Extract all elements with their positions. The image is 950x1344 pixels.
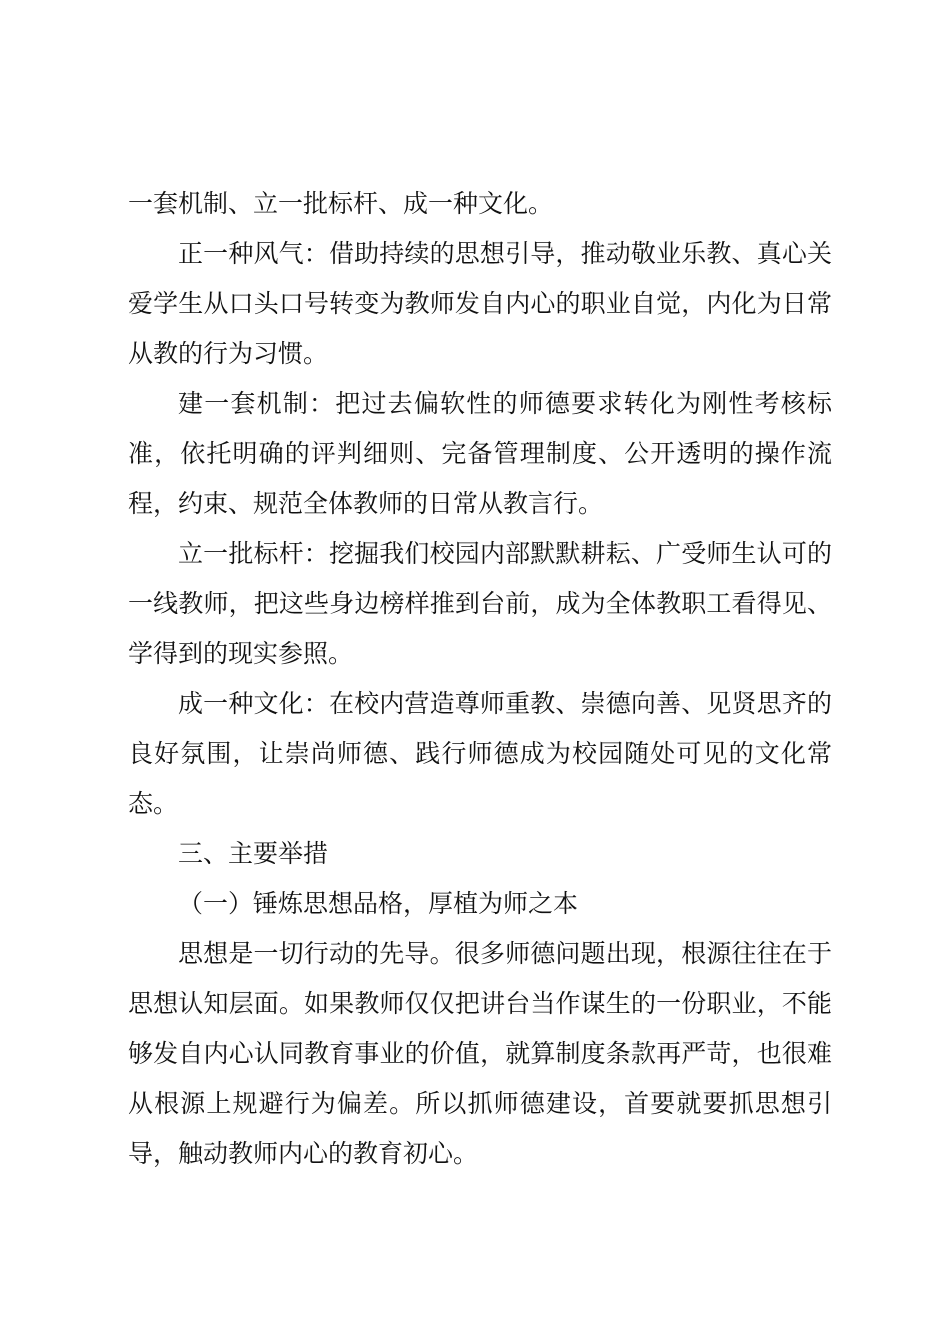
document-body [128, 179, 832, 1179]
subsection-heading-ideology: （一）锤炼思想品格，厚植为师之本 [178, 889, 579, 918]
paragraph-set-benchmarks: 立一批标杆：挖掘我们校园内部默默耕耘、广受师生认可的一线教师，把这些身边榜样推到台前，成为全体教职工看得见、学得到的现实参照。 [128, 539, 832, 668]
paragraph-ideology-guidance: 思想是一切行动的先导。很多师德问题出现，根源往往在于思想认知层面。如果教师仅仅把讲台当作谋生的一份职业，不能够发自内心认同教育事业的价值，就算制度条款再严苛，也很难从根源上规避行为偏差。所以抓师德建设，首要就要抓思想引导，触动教师内心的教育初心。 [128, 939, 832, 1168]
paragraph-continuation: 一套机制、立一批标杆、成一种文化。 [128, 189, 554, 218]
section-heading-main-measures: 三、主要举措 [178, 839, 329, 868]
paragraph-rectify-atmosphere: 正一种风气：借助持续的思想引导，推动敬业乐教、真心关爱学生从口头口号转变为教师发自内心的职业自觉，内化为日常从教的行为习惯。 [128, 239, 832, 368]
paragraph-build-mechanism: 建一套机制：把过去偏软性的师德要求转化为刚性考核标准，依托明确的评判细则、完备管理制度、公开透明的操作流程，约束、规范全体教师的日常从教言行。 [128, 389, 832, 518]
paragraph-form-culture: 成一种文化：在校内营造尊师重教、崇德向善、见贤思齐的良好氛围，让崇尚师德、践行师德成为校园随处可见的文化常态。 [128, 689, 832, 818]
